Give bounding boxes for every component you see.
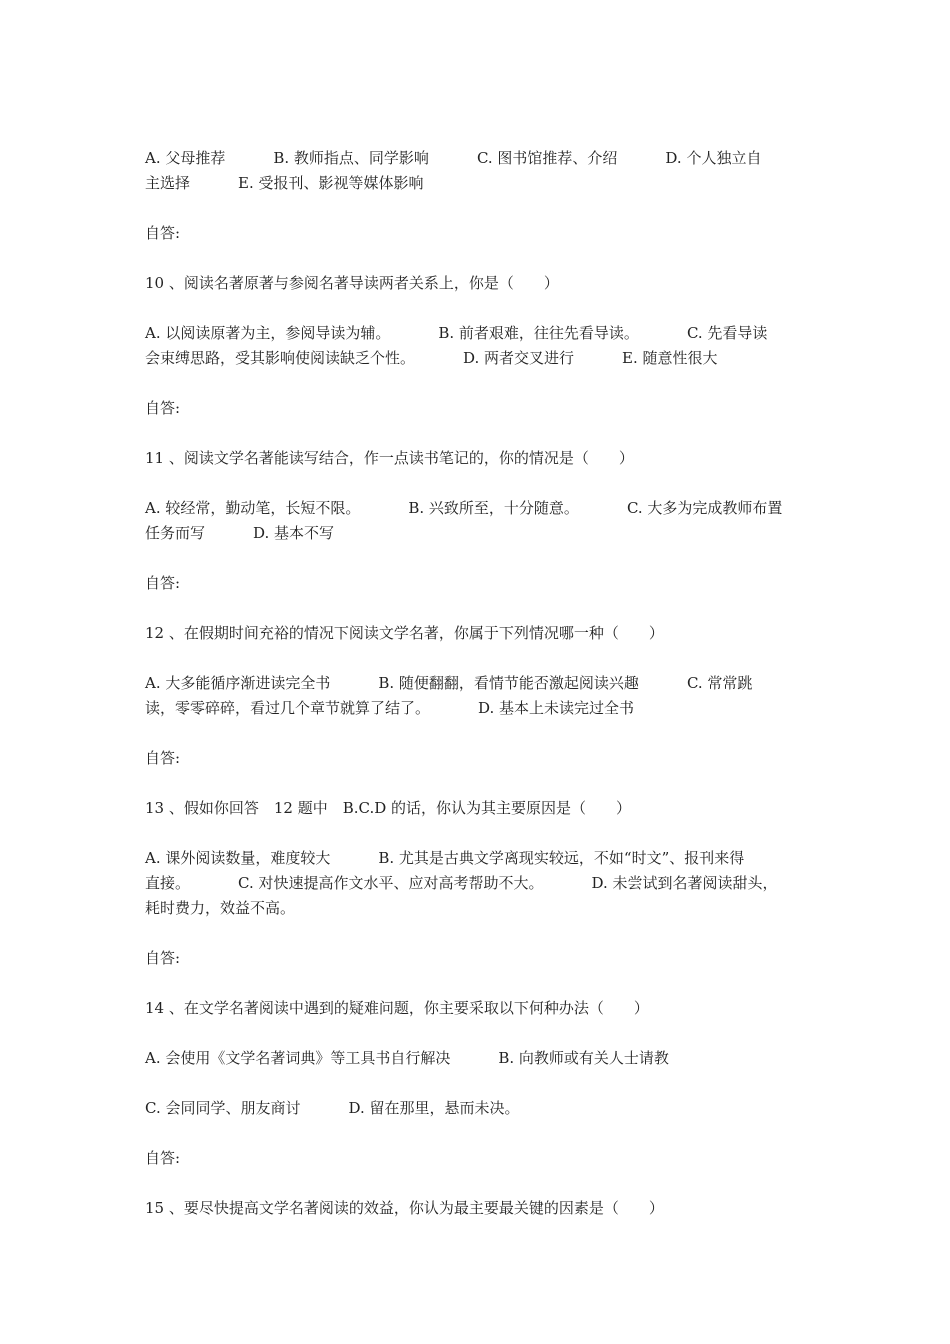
option-text: C. 图书馆推荐、介绍 [476,149,618,167]
option-text: E. 受报刊、影视等媒体影响 [238,174,424,192]
option-text: C. 对快速提高作文水平、应对高考帮助不大。 [238,874,544,892]
options-line [145,671,820,696]
option-text: B. 尤其是古典文学离现实较远，不如“时文”、报刊来得 [378,849,745,867]
options-line [145,871,820,896]
question-text: 13 、假如你回答 12 题中 B.C.D 的话，你认为其主要原因是（ ） [145,799,632,817]
option-text: 主选择 [145,174,191,192]
answer-options [145,1046,820,1071]
answer-options [145,146,820,196]
document-page [145,146,820,1246]
option-text: C. 先看导读 [686,324,768,342]
question-text: 14 、在文学名著阅读中遇到的疑难问题，你主要采取以下何种办法（ ） [145,999,649,1017]
options-line [145,496,820,521]
question-text: 15 、要尽快提高文学名著阅读的效益，你认为最主要最关键的因素是（ ） [145,1199,664,1217]
option-text: D. 基本不写 [253,524,335,542]
options-line [145,846,820,871]
options-line [145,696,820,721]
option-text: A. 会使用《文学名著词典》等工具书自行解决 [145,1049,451,1067]
option-text: A. 以阅读原著为主，参阅导读为辅。 [145,324,391,342]
option-text: B. 教师指点、同学影响 [273,149,429,167]
option-text: A. 课外阅读数量，难度较大 [145,849,331,867]
option-text: D. 未尝试到名著阅读甜头， [591,874,778,892]
option-text: E. 随意性很大 [622,349,718,367]
question-text: 12 、在假期时间充裕的情况下阅读文学名著，你属于下列情况哪一种（ ） [145,624,664,642]
option-text: B. 前者艰难，往往先看导读。 [438,324,639,342]
option-text: 直接。 [145,874,191,892]
option-text: A. 父母推荐 [145,149,226,167]
answer-options [145,1096,820,1121]
option-text: D. 个人独立自 [665,149,762,167]
option-text: C. 大多为完成教师布置 [626,499,783,517]
self-answer-label: 自答: [145,399,181,417]
self-answer-label: 自答: [145,749,181,767]
answer-options [145,846,820,921]
option-text: 任务而写 [145,524,206,542]
option-text: D. 基本上未读完过全书 [478,699,635,717]
answer-options [145,496,820,546]
options-line [145,171,820,196]
option-text: B. 随便翻翻，看情节能否激起阅读兴趣 [378,674,639,692]
option-text: A. 大多能循序渐进读完全书 [145,674,331,692]
option-text: C. 常常跳 [686,674,753,692]
options-line [145,1096,820,1121]
self-answer-label: 自答: [145,1149,181,1167]
option-text: B. 兴致所至，十分随意。 [408,499,579,517]
question-text: 11 、阅读文学名著能读写结合，作一点读书笔记的，你的情况是（ ） [145,449,634,467]
option-text: D. 留在那里，悬而未决。 [348,1099,520,1117]
option-text: 耗时费力，效益不高。 [145,899,296,917]
option-text: B. 向教师或有关人士请教 [498,1049,669,1067]
question-text: 10 、阅读名著原著与参阅名著导读两者关系上，你是（ ） [145,274,559,292]
answer-options [145,321,820,371]
options-line [145,146,820,171]
self-answer-label: 自答: [145,949,181,967]
self-answer-label: 自答: [145,574,181,592]
option-text: D. 两者交叉进行 [463,349,575,367]
answer-options [145,671,820,721]
options-line [145,346,820,371]
options-line [145,521,820,546]
option-text: C. 会同同学、朋友商讨 [145,1099,301,1117]
options-line [145,896,820,921]
options-line [145,321,820,346]
option-text: A. 较经常，勤动笔，长短不限。 [145,499,361,517]
options-line [145,1046,820,1071]
option-text: 读，零零碎碎，看过几个章节就算了结了。 [145,699,431,717]
self-answer-label: 自答: [145,224,181,242]
option-text: 会束缚思路，受其影响使阅读缺乏个性。 [145,349,416,367]
